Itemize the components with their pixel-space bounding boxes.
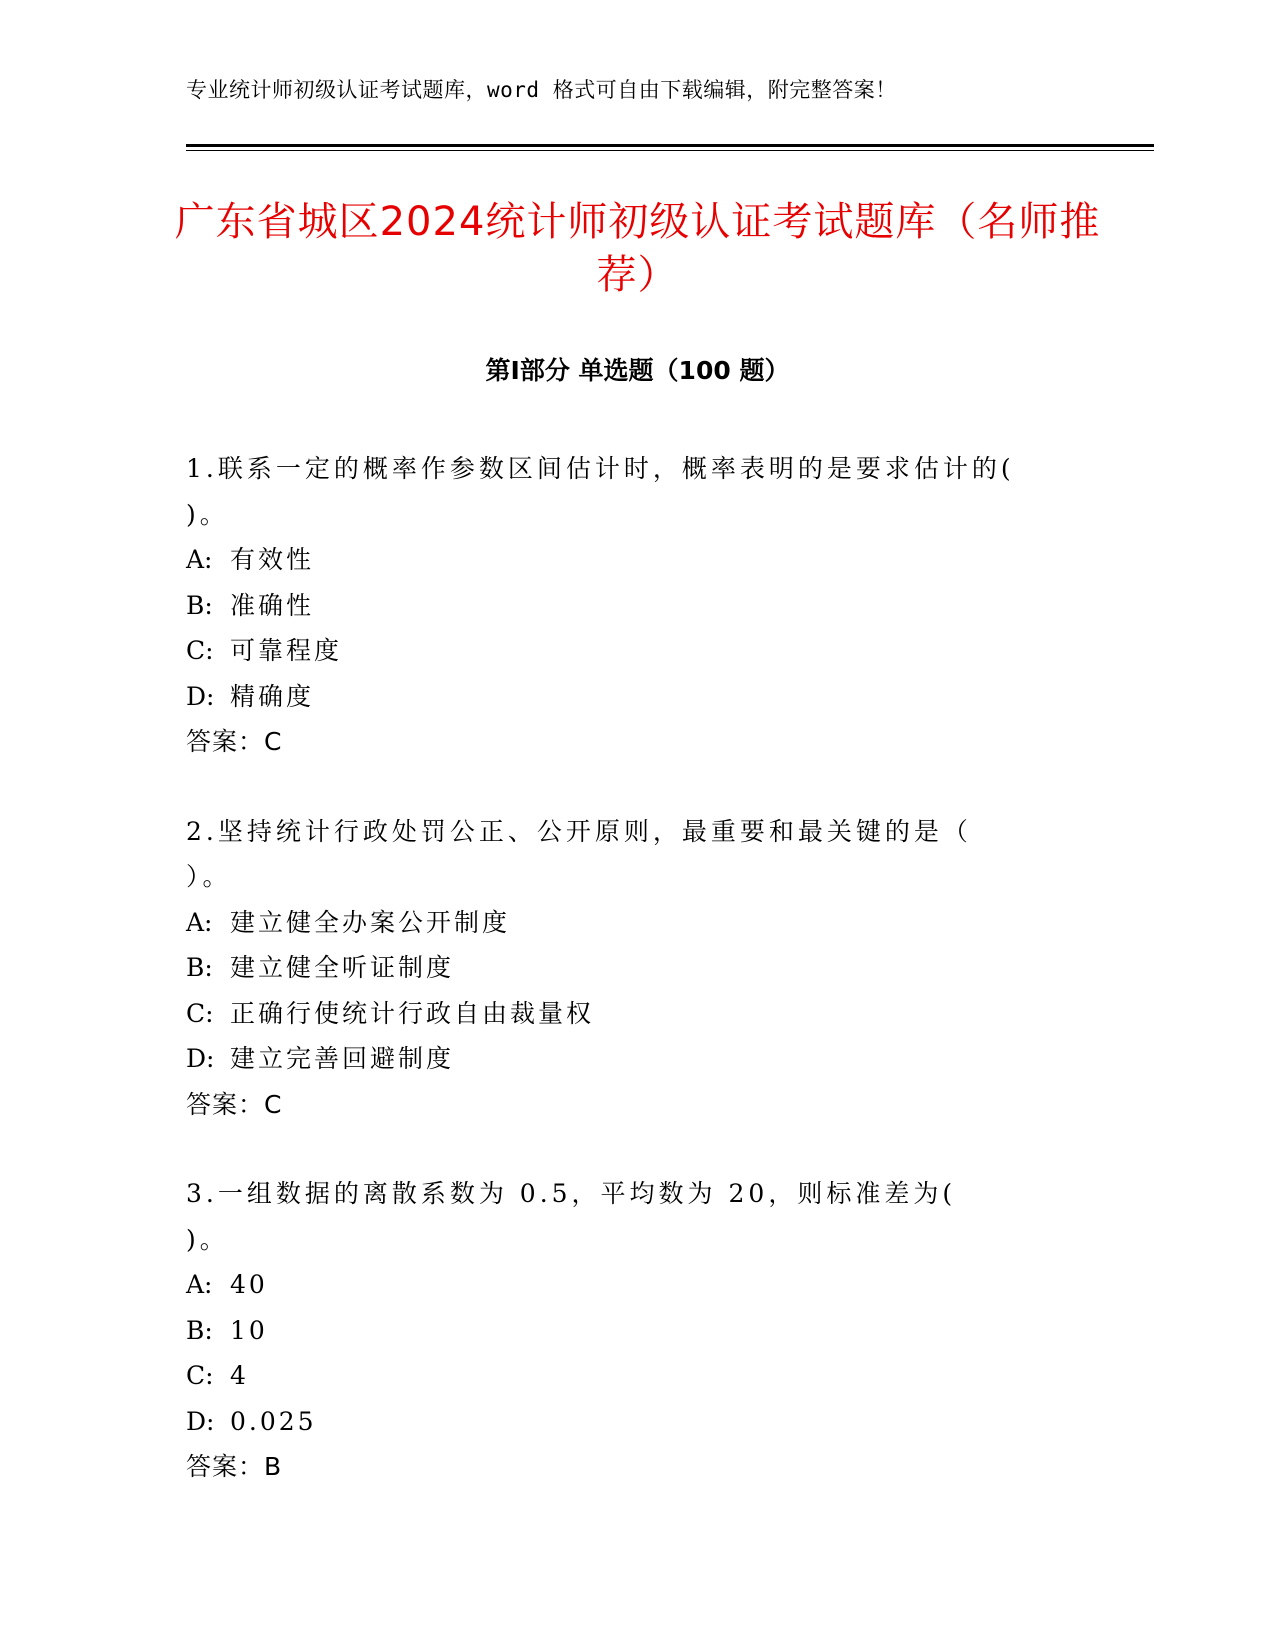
answer: 答案：B bbox=[186, 1452, 283, 1481]
option-text: 可靠程度 bbox=[230, 636, 343, 665]
question-list bbox=[186, 446, 1046, 1534]
option-text: 10 bbox=[230, 1315, 268, 1345]
header-rule-thick bbox=[186, 144, 1154, 147]
question-stem-continued: ）。 bbox=[186, 862, 232, 891]
question-1 bbox=[186, 446, 1046, 765]
option-letter: A: bbox=[186, 545, 213, 574]
option-text: 准确性 bbox=[230, 590, 315, 620]
option-c bbox=[186, 991, 1046, 1037]
option-letter: D: bbox=[186, 681, 215, 711]
option-text: 有效性 bbox=[230, 545, 315, 574]
option-b bbox=[186, 1308, 1046, 1354]
option-letter: B: bbox=[186, 1315, 213, 1345]
option-letter: C: bbox=[186, 1361, 214, 1390]
option-a bbox=[186, 900, 1046, 946]
question-stem-continued: )。 bbox=[186, 499, 229, 529]
answer: 答案：C bbox=[186, 1089, 283, 1119]
question-stem: 1.联系一定的概率作参数区间估计时，概率表明的是要求估计的( bbox=[186, 454, 1015, 483]
document-title: 广东省城区2024统计师初级认证考试题库（名师推荐） bbox=[174, 199, 1101, 298]
option-d bbox=[186, 674, 1046, 720]
question-2 bbox=[186, 809, 1046, 1128]
option-text: 正确行使统计行政自由裁量权 bbox=[230, 998, 595, 1028]
option-text: 建立健全办案公开制度 bbox=[230, 907, 511, 937]
question-3 bbox=[186, 1171, 1046, 1490]
option-letter: A: bbox=[186, 1270, 213, 1299]
option-c bbox=[186, 628, 1046, 674]
option-letter: B: bbox=[186, 953, 213, 982]
option-d bbox=[186, 1036, 1046, 1082]
header-rule-thin bbox=[186, 150, 1154, 151]
option-b bbox=[186, 583, 1046, 629]
option-text: 建立健全听证制度 bbox=[230, 953, 455, 982]
option-letter: C: bbox=[186, 636, 214, 665]
header-note: 专业统计师初级认证考试题库，word 格式可自由下载编辑，附完整答案！ bbox=[186, 78, 897, 102]
option-a bbox=[186, 1262, 1046, 1308]
question-stem: 2.坚持统计行政处罚公正、公开原则，最重要和最关键的是（ bbox=[186, 816, 972, 846]
option-b bbox=[186, 945, 1046, 991]
section-heading: 第Ⅰ部分 单选题（100 题） bbox=[485, 356, 790, 385]
option-text: 建立完善回避制度 bbox=[230, 1044, 455, 1073]
option-letter: D: bbox=[186, 1044, 215, 1073]
option-c bbox=[186, 1353, 1046, 1399]
answer: 答案：C bbox=[186, 727, 283, 756]
option-text: 40 bbox=[230, 1270, 268, 1299]
option-text: 精确度 bbox=[230, 681, 315, 711]
option-letter: D: bbox=[186, 1406, 215, 1436]
option-text: 0.025 bbox=[230, 1406, 317, 1436]
question-stem: 3.一组数据的离散系数为 0.5，平均数为 20，则标准差为( )。 bbox=[186, 1179, 1015, 1254]
option-letter: A: bbox=[186, 907, 213, 937]
option-text: 4 bbox=[230, 1361, 249, 1390]
option-letter: B: bbox=[186, 590, 213, 620]
option-a bbox=[186, 537, 1046, 583]
option-d bbox=[186, 1399, 1046, 1445]
option-letter: C: bbox=[186, 998, 214, 1028]
